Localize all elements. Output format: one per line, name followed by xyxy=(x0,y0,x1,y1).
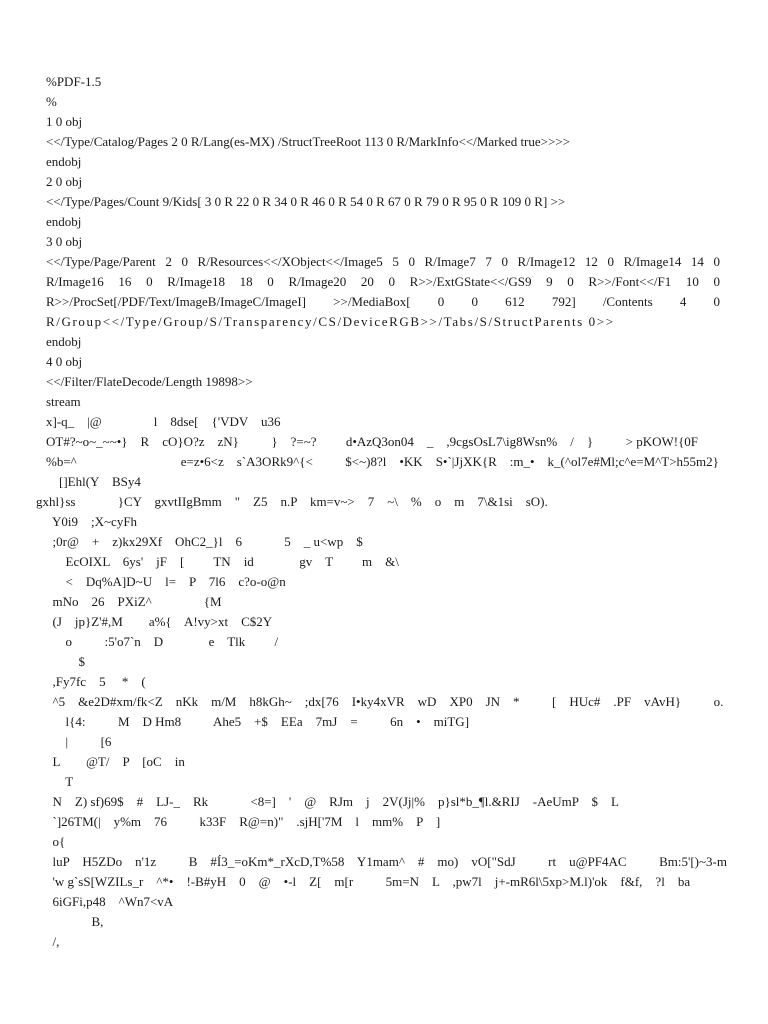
stream-text-line: o :5'o7`n D e Tlk / xyxy=(46,634,279,649)
text-line: <</Filter/FlateDecode/Length 19898>> xyxy=(46,374,253,389)
stream-text-line: EcOIXL 6ys' jF [ TN id gv T m &\ xyxy=(46,554,399,569)
stream-text-line: x]-q_ |@ l 8dse[ {'VDV u36 xyxy=(46,414,281,429)
text-line: endobj xyxy=(46,154,82,169)
stream-text-line: ^5 &e2D#xm/fk<Z nKk m/M h8kGh~ ;dx[76 I•ky4xVR wD XP0 JN * [ HUc# .PF vAvH} o. xyxy=(46,694,724,709)
text-line-justified: R>>/ProcSet[/PDF/Text/ImageB/ImageC/ImageI] >>/MediaBox[ 0 0 612 792] /Contents 4 0 xyxy=(46,294,720,309)
stream-text-line: gxhl}ss }CY gxvtIIgBmm " Z5 n.P km=v~> 7 ~\ % o m 7\&1si sO). xyxy=(36,494,548,509)
stream-text-line: luP H5ZDo n'1z B #Í3_=oKm*_rXcD,T%58 Y1mam^ # mo) vO["SdJ rt u@PF4AC Bm:5'[)~3-m xyxy=(46,854,727,869)
stream-text-line: []Ehl(Y BSy4 xyxy=(46,474,141,489)
stream-text-line: | [6 xyxy=(46,734,112,749)
stream-text-line: OT#?~o~_~~•} R cO}O?z zN} } ?=~? d•AzQ3on04 _ ,9cgsOsL7\ig8Wsn% / } > pKOW!{0F xyxy=(46,434,699,449)
stream-text-line: T xyxy=(46,774,74,789)
text-line: 1 0 obj xyxy=(46,114,83,129)
text-line: %PDF-1.5 xyxy=(46,74,102,89)
stream-text-line: 'w g`sS[WZILs_r ^*• !-B#yH 0 @ •-l Z[ m[r 5m=N L ,pw7l j+-mR6l\5xp>M.l)'ok f&f, ?l ba xyxy=(46,874,691,889)
text-line: endobj xyxy=(46,334,82,349)
stream-text-line: B, xyxy=(46,914,104,929)
stream-text-line: L @T/ P [oC in xyxy=(46,754,185,769)
stream-text-line: %b=^ e=z•6<z s`A3ORk9^{< $<~)8?l •KK S•`|JjXK{R :m_• k_(^ol7e#Ml;c^e=M^T>h55m2} xyxy=(46,454,719,469)
stream-text-line: Y0i9 ;X~cyFh xyxy=(46,514,138,529)
stream-text-line: `]26TM(| y%m 76 k33F R@=n)" .sjH['7M l mm% P ] xyxy=(46,814,441,829)
text-line: % xyxy=(46,94,57,109)
text-line: stream xyxy=(46,394,81,409)
stream-text-line: l{4: M D Hm8 Ahe5 +$ EEa 7mJ = 6n • miTG] xyxy=(46,714,470,729)
stream-text-line: N Z) sf)69$ # LJ-_ Rk <8=] ' @ RJm j 2V(Jj|% p}sl*b_¶l.&RIJ -AeUmP $ L xyxy=(46,794,619,809)
text-line: 3 0 obj xyxy=(46,234,83,249)
stream-text-line: ;0r@ + z)kx29Xf OhC2_}l 6 5 _ u<wp $ xyxy=(46,534,363,549)
stream-text-line: /, xyxy=(46,934,60,949)
text-line: 4 0 obj xyxy=(46,354,83,369)
text-line-justified: R/Image16 16 0 R/Image18 18 0 R/Image20 20 0 R>>/ExtGState<</GS9 9 0 R>>/Font<</F1 10 0 xyxy=(46,274,720,289)
text-line: <</Type/Catalog/Pages 2 0 R/Lang(es-MX) /StructTreeRoot 113 0 R/MarkInfo<</Marked true>>>> xyxy=(46,134,570,149)
text-line-justified: <</Type/Page/Parent 2 0 R/Resources<</XObject<</Image5 5 0 R/Image7 7 0 R/Image12 12 0 R/Image14 14 0 xyxy=(46,254,720,269)
stream-text-line: $ xyxy=(46,654,85,669)
stream-text-line: (J jp}Z'#,M a%{ A!vy>xt C$2Y xyxy=(46,614,273,629)
text-line-justified: R/Group<</Type/Group/S/Transparency/CS/DeviceRGB>>/Tabs/S/StructParents 0>> xyxy=(46,314,615,329)
stream-text-line: mNo 26 PXiZ^ {M xyxy=(46,594,222,609)
stream-text-line: o{ xyxy=(46,834,66,849)
text-line: endobj xyxy=(46,214,82,229)
stream-text-line: < Dq%A]D~U l= P 7l6 c?o-o@n xyxy=(46,574,286,589)
text-line: 2 0 obj xyxy=(46,174,83,189)
stream-text-line: ,Fy7fc 5 * ( xyxy=(46,674,146,689)
text-line: <</Type/Pages/Count 9/Kids[ 3 0 R 22 0 R 34 0 R 46 0 R 54 0 R 67 0 R 79 0 R 95 0 R 109 0 R] >> xyxy=(46,194,566,209)
stream-text-line: 6iGFi,p48 ^Wn7<vA xyxy=(46,894,174,909)
